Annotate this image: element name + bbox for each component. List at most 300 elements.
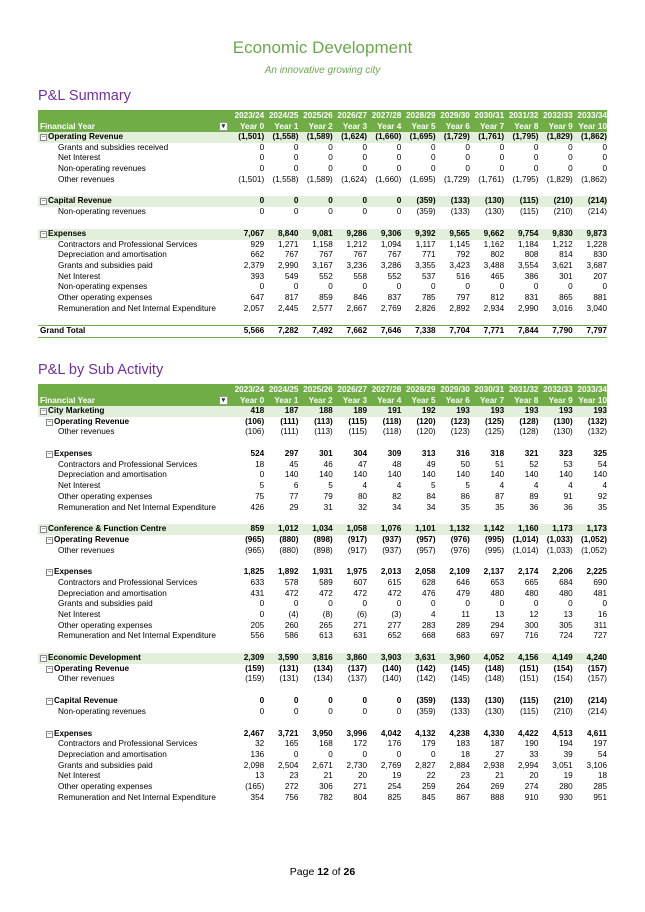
value-cell: (142) (416, 663, 436, 673)
row-label-cell (38, 610, 230, 621)
value-cell: 3,631 (415, 653, 436, 663)
grand-total-row (38, 325, 607, 338)
value-cell: 140 (559, 470, 573, 480)
value-cell: 684 (559, 577, 573, 587)
table-row (38, 750, 607, 761)
value-cell: 3,621 (552, 260, 573, 270)
value-cell: 2,206 (552, 567, 573, 577)
value-cell: 3,051 (552, 760, 573, 770)
row-label: Net Interest (58, 610, 101, 619)
value-cell: 578 (284, 577, 299, 587)
value-cell: 646 (456, 577, 470, 587)
row-label-cell (38, 631, 230, 642)
value-cell: 2,467 (243, 728, 265, 738)
row-label: Other revenues (58, 174, 115, 184)
value-cell: 3,106 (586, 760, 608, 770)
value-cell: 1,173 (586, 524, 607, 534)
row-label-cell (38, 653, 230, 664)
value-cell: (111) (280, 416, 299, 426)
value-cell: 631 (353, 631, 368, 641)
value-cell: (157) (587, 663, 607, 673)
table-row (38, 610, 607, 621)
value-cell: 756 (284, 792, 299, 802)
header-year: 2026/27 (337, 385, 368, 394)
value-cell: (965) (245, 534, 265, 544)
value-cell: 2,098 (243, 760, 265, 770)
group-row (38, 567, 607, 578)
value-cell: (1,033) (546, 545, 573, 555)
header-period: Year 0 (240, 122, 265, 131)
value-cell: 0 (602, 153, 608, 163)
row-label: Economic Development (48, 653, 141, 663)
value-cell: 47 (357, 459, 368, 469)
row-label-cell (38, 503, 230, 514)
value-cell: 13 (495, 610, 505, 619)
value-cell: 0 (431, 599, 436, 609)
value-cell: 426 (250, 502, 265, 512)
value-cell: 4 (499, 481, 505, 491)
header-year: 2032/33 (543, 385, 573, 394)
value-cell: (128) (519, 416, 539, 426)
page-of-label: of (331, 866, 341, 878)
value-cell: 269 (490, 781, 505, 791)
value-cell: 0 (362, 599, 368, 609)
value-cell: 558 (353, 271, 368, 281)
row-label-cell (38, 153, 230, 164)
value-cell: 4 (568, 481, 573, 491)
value-cell: 1,094 (380, 239, 402, 249)
value-cell: 86 (460, 491, 470, 501)
collapse-toggle-icon[interactable]: − (47, 665, 52, 673)
value-cell: (111) (280, 427, 299, 437)
row-label-cell (38, 761, 230, 772)
value-cell: 4,330 (483, 728, 505, 738)
value-cell: 309 (387, 449, 402, 459)
value-cell: 39 (563, 749, 573, 759)
collapse-toggle-icon[interactable]: − (41, 655, 46, 663)
value-cell: 7,338 (415, 326, 436, 336)
header-period: Year 3 (342, 396, 368, 405)
value-cell: (137) (347, 674, 368, 684)
table-row (38, 304, 607, 315)
value-cell: (148) (485, 674, 505, 684)
value-cell: 549 (284, 271, 299, 281)
financial-year-label: Financial Year (40, 122, 95, 131)
value-cell: 274 (524, 781, 539, 791)
value-cell: 0 (259, 282, 265, 292)
value-cell: 51 (495, 459, 505, 469)
value-cell: 386 (524, 271, 539, 281)
value-cell: 34 (426, 502, 436, 512)
value-cell: (1,624) (341, 132, 368, 141)
collapse-toggle-icon[interactable]: − (47, 569, 52, 577)
value-cell: 271 (353, 620, 368, 630)
value-cell: (3) (391, 610, 402, 619)
value-cell: 1,228 (586, 239, 608, 249)
value-cell: 0 (328, 196, 333, 206)
value-cell: 277 (387, 620, 402, 630)
value-cell: 140 (284, 470, 299, 480)
blank-row (38, 314, 607, 325)
value-cell: 1,158 (312, 239, 333, 249)
value-cell: (133) (450, 706, 470, 716)
collapse-toggle-icon[interactable]: − (41, 526, 46, 534)
row-label: Contractors and Professional Services (58, 239, 198, 249)
value-cell: 3,554 (517, 260, 539, 270)
value-cell: 33 (529, 749, 539, 759)
table-row (38, 470, 607, 481)
row-label: Expenses (48, 228, 87, 238)
value-cell: 697 (490, 631, 505, 641)
row-label-cell (38, 664, 230, 675)
value-cell: 27 (495, 749, 505, 759)
value-cell: 0 (259, 153, 265, 163)
blank-row (38, 685, 607, 696)
value-cell: 0 (602, 142, 608, 152)
value-cell: 193 (593, 406, 607, 415)
header-period: Year 7 (480, 122, 505, 131)
value-cell: 77 (289, 491, 299, 501)
pl-summary-table (38, 110, 607, 338)
value-cell: 0 (328, 706, 333, 716)
value-cell: (157) (587, 674, 608, 684)
row-label-cell (38, 739, 230, 750)
header-year: 2026/27 (337, 111, 368, 120)
value-cell: 187 (284, 406, 299, 415)
row-label-cell (38, 272, 230, 283)
value-cell: 35 (495, 502, 505, 512)
value-cell: 32 (255, 739, 265, 749)
value-cell: 1,132 (449, 524, 470, 534)
value-cell: 0 (259, 196, 265, 206)
value-cell: 480 (490, 588, 505, 598)
row-label: Expenses (54, 449, 93, 459)
value-cell: 4,156 (517, 653, 539, 663)
table-row (38, 761, 607, 772)
value-cell: (115) (348, 416, 368, 426)
row-label: City Marketing (48, 406, 105, 415)
row-label: Conference & Function Centre (48, 524, 167, 534)
row-label-cell (38, 782, 230, 793)
value-cell: 0 (396, 706, 402, 716)
value-cell: (1,033) (546, 534, 573, 544)
value-cell: 859 (250, 524, 265, 534)
value-cell: (1,695) (409, 132, 436, 141)
row-label: Depreciation and amortisation (58, 250, 167, 260)
value-cell: 259 (421, 781, 436, 791)
value-cell: 297 (284, 449, 299, 459)
collapse-toggle-icon[interactable]: − (41, 408, 46, 415)
value-cell: 325 (593, 449, 607, 459)
value-cell: (123) (450, 416, 470, 426)
header-year: 2031/32 (508, 111, 539, 120)
value-cell: 4,149 (552, 653, 573, 663)
row-label: Depreciation and amortisation (58, 470, 167, 480)
value-cell: (214) (587, 696, 607, 706)
filter-dropdown-icon[interactable]: ▾ (219, 122, 228, 131)
value-cell: (132) (587, 427, 608, 437)
value-cell: 1,160 (517, 524, 539, 534)
value-cell: 7,067 (243, 228, 265, 238)
value-cell: (957) (416, 545, 436, 555)
value-cell: (154) (553, 674, 573, 684)
value-cell: 140 (319, 470, 333, 480)
collapse-toggle-icon[interactable]: − (47, 730, 52, 738)
value-cell: 9,873 (586, 228, 607, 238)
row-label: Other revenues (58, 674, 115, 684)
value-cell: (123) (450, 427, 470, 437)
value-cell: 767 (319, 250, 333, 260)
value-cell: (1,624) (341, 174, 368, 184)
header-year: 2030/31 (474, 385, 505, 394)
value-cell: (1,761) (478, 174, 505, 184)
header-year: 2023/24 (234, 111, 265, 120)
value-cell: 2,994 (517, 760, 539, 770)
header-year: 2031/32 (508, 385, 539, 394)
row-label: Contractors and Professional Services (58, 739, 198, 749)
header-spacer (38, 384, 230, 395)
table-row (38, 621, 607, 632)
value-cell: 4,132 (415, 728, 436, 738)
value-cell: 306 (319, 781, 333, 791)
value-cell: 285 (593, 781, 608, 791)
value-cell: 165 (284, 739, 299, 749)
header-period: Year 0 (240, 396, 265, 405)
table-row (38, 589, 607, 600)
value-cell: (214) (587, 207, 608, 217)
collapse-toggle-icon[interactable]: − (47, 418, 52, 426)
value-cell: (1,729) (443, 174, 470, 184)
value-cell: 168 (319, 739, 333, 749)
value-cell: 7,282 (277, 326, 299, 336)
table-row (38, 631, 607, 642)
row-label: Grand Total (40, 326, 86, 336)
page-total: 26 (343, 866, 356, 878)
value-cell: (1,729) (443, 132, 470, 141)
value-cell: 0 (293, 153, 299, 163)
value-cell: (132) (587, 416, 607, 426)
collapse-toggle-icon[interactable]: − (47, 536, 52, 544)
value-cell: 3,236 (346, 260, 368, 270)
pl-subactivity-heading: P&L by Sub Activity (38, 362, 164, 378)
row-label-cell (38, 427, 230, 438)
value-cell: 0 (328, 696, 333, 706)
value-cell: 2,827 (415, 760, 436, 770)
value-cell: 197 (593, 739, 608, 749)
value-cell: 1,034 (312, 524, 333, 534)
table-row (38, 793, 607, 804)
value-cell: 782 (319, 792, 333, 802)
value-cell: 172 (353, 739, 368, 749)
header-year: 2027/28 (371, 385, 402, 394)
value-cell: (151) (519, 674, 539, 684)
value-cell: 89 (529, 491, 539, 501)
header-period: Year 5 (411, 396, 436, 405)
value-cell: 31 (323, 502, 333, 512)
value-cell: 22 (426, 771, 436, 781)
group-row (38, 535, 607, 546)
value-cell: 187 (490, 739, 505, 749)
value-cell: (125) (485, 416, 505, 426)
value-cell: 9,754 (517, 228, 539, 238)
value-cell: 0 (396, 196, 402, 206)
value-cell: (106) (245, 416, 265, 426)
value-cell: 465 (490, 271, 505, 281)
value-cell: 1,212 (346, 239, 368, 249)
value-cell: 0 (362, 207, 368, 217)
value-cell: 305 (559, 620, 573, 630)
value-cell: 5 (465, 481, 470, 491)
row-label: Operating Revenue (54, 663, 130, 673)
value-cell: 3,016 (552, 303, 573, 313)
group-row (38, 653, 607, 664)
header-year: 2032/33 (543, 111, 573, 120)
value-cell: 0 (328, 153, 333, 163)
value-cell: 4,042 (380, 728, 402, 738)
value-cell: 46 (323, 459, 333, 469)
filter-dropdown-icon[interactable]: ▾ (219, 396, 228, 405)
row-label-cell (38, 750, 230, 761)
document-subtitle: An innovative growing city (264, 65, 381, 76)
pl-subactivity-table (38, 384, 607, 803)
value-cell: 4 (431, 610, 436, 619)
value-cell: 0 (499, 153, 505, 163)
value-cell: 260 (284, 620, 299, 630)
value-cell: 0 (568, 599, 573, 609)
value-cell: 0 (293, 706, 299, 716)
value-cell: 0 (396, 599, 402, 609)
collapse-toggle-icon[interactable]: − (41, 134, 46, 141)
row-label-cell (38, 406, 230, 417)
header-year: 2023/24 (234, 385, 265, 394)
value-cell: 552 (387, 271, 402, 281)
header-year: 2030/31 (474, 111, 505, 120)
value-cell: 586 (284, 631, 299, 641)
value-cell: 1,173 (552, 524, 573, 534)
collapse-toggle-icon[interactable]: − (41, 198, 46, 206)
value-cell: 0 (499, 282, 505, 292)
value-cell: 304 (353, 449, 368, 459)
value-cell: 0 (328, 164, 333, 174)
table-row (38, 261, 607, 272)
value-cell: 7,704 (449, 326, 470, 336)
row-label-cell (38, 293, 230, 304)
row-label: Capital Revenue (54, 696, 118, 706)
header-period: Year 5 (411, 122, 436, 131)
value-cell: 9,565 (449, 228, 470, 238)
value-cell: (130) (485, 207, 505, 217)
value-cell: (131) (279, 674, 299, 684)
value-cell: 0 (293, 282, 299, 292)
value-cell: 20 (529, 771, 539, 781)
value-cell: (1,052) (581, 534, 607, 544)
value-cell: 4 (396, 481, 402, 491)
value-cell: 0 (396, 207, 402, 217)
value-cell: 205 (250, 620, 265, 630)
value-cell: (159) (245, 674, 265, 684)
header-period: Year 4 (377, 396, 402, 405)
row-label-cell (38, 696, 230, 707)
value-cell: 4 (533, 481, 539, 491)
value-cell: 0 (533, 164, 539, 174)
value-cell: 50 (460, 459, 470, 469)
value-cell: 7,646 (380, 326, 402, 336)
value-cell: (145) (450, 674, 470, 684)
value-cell: 16 (597, 610, 608, 619)
value-cell: (113) (314, 416, 333, 426)
value-cell: 0 (396, 153, 402, 163)
value-cell: 472 (319, 588, 333, 598)
page-number: 12 (317, 866, 329, 878)
value-cell: 831 (524, 292, 539, 302)
value-cell: 136 (250, 749, 265, 759)
value-cell: 2,826 (415, 303, 436, 313)
row-label: Operating Revenue (54, 416, 130, 426)
row-label: Grants and subsidies paid (58, 760, 153, 770)
value-cell: 354 (250, 792, 265, 802)
value-cell: 193 (559, 406, 573, 415)
value-cell: (131) (279, 663, 299, 673)
value-cell: 830 (593, 250, 608, 260)
value-cell: 191 (387, 406, 402, 415)
row-label-cell (38, 240, 230, 251)
value-cell: (130) (553, 427, 573, 437)
value-cell: 1,184 (517, 239, 539, 249)
row-label-cell (38, 175, 230, 186)
value-cell: 192 (421, 406, 436, 415)
value-cell: 859 (319, 292, 333, 302)
value-cell: 0 (533, 153, 539, 163)
financial-year-label: Financial Year (40, 396, 95, 405)
value-cell: 0 (259, 610, 265, 619)
value-cell: 87 (495, 491, 505, 501)
header-period: Year 2 (308, 396, 333, 405)
row-label-cell (38, 729, 230, 740)
value-cell: 3,950 (312, 728, 333, 738)
value-cell: 480 (524, 588, 539, 598)
header-period: Year 10 (578, 396, 607, 405)
row-label-cell (38, 674, 230, 685)
value-cell: 537 (421, 271, 436, 281)
value-cell: 910 (524, 792, 539, 802)
row-label-cell (38, 282, 230, 293)
value-cell: 12 (529, 610, 539, 619)
value-cell: (130) (553, 416, 573, 426)
value-cell: (154) (553, 663, 573, 673)
row-label: Contractors and Professional Services (58, 577, 198, 587)
collapse-toggle-icon[interactable]: − (47, 698, 52, 706)
value-cell: (118) (382, 427, 402, 437)
collapse-toggle-icon[interactable]: − (41, 230, 46, 238)
value-cell: 767 (284, 250, 299, 260)
value-cell: (113) (314, 427, 333, 437)
group-row (38, 417, 607, 428)
header-label (38, 395, 230, 406)
collapse-toggle-icon[interactable]: − (47, 451, 52, 459)
value-cell: 2,938 (483, 760, 505, 770)
value-cell: 0 (259, 696, 265, 706)
value-cell: 479 (456, 588, 470, 598)
row-label-cell (38, 567, 230, 578)
value-cell: 690 (593, 577, 608, 587)
header-year-row (38, 110, 607, 121)
value-cell: 7,797 (586, 326, 607, 336)
row-label: Depreciation and amortisation (58, 749, 167, 759)
group-row (38, 729, 607, 740)
table-row (38, 599, 607, 610)
blank-row (38, 218, 607, 229)
row-label: Other operating expenses (58, 781, 153, 791)
